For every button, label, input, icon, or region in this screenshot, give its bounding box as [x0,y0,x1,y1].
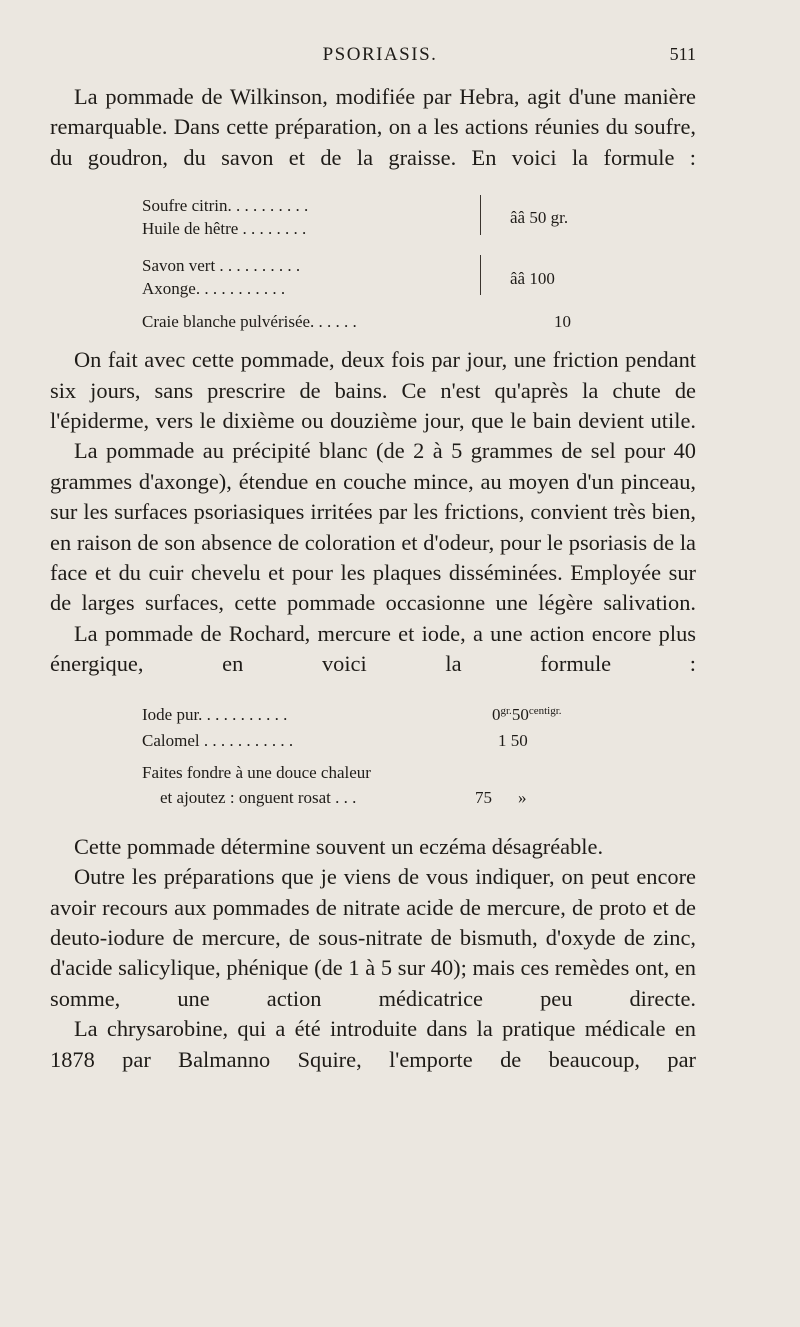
formula-line-craie: Craie blanche pulvérisée. . . . . . [142,312,357,332]
brace-1 [480,195,488,235]
page-number: 511 [669,44,696,64]
brace-2 [480,255,488,295]
paragraph-rochard: La pommade de Rochard, mercure et iode, a une action encore plus énergique, en voici la formule : [50,620,696,677]
paragraph-autres-preparations: Outre les préparations que je viens de vous indiquer, on peut encore avoir recours aux pommades de nitrate acide de mercure, de proto et de deuto-iodure de mercure, de sous-nitrate de bismuth, d'oxyde de zinc, d'acide salicylique, phénique (de 1 à 5 sur 40); mais ces remèdes ont, en somme, une action médicatrice peu directe. [50,864,696,1011]
formula-line-faites-fondre: Faites fondre à une douce chaleur [142,762,371,782]
formula-line-huile: Huile de hêtre . . . . . . . . [142,219,307,239]
running-title: PSORIASIS. [322,44,438,65]
formula-line-calomel: Calomel . . . . . . . . . . . [142,730,294,750]
formula-qty-iode: $0^{gr.}50^{centigr.}$ [492,704,562,724]
formula-line-savon: Savon vert . . . . . . . . . . [142,256,301,276]
formula-qty-aa50: ââ 50 gr. [510,208,569,228]
formula-qty-10: 10 [554,312,571,332]
formula-qty-aa100: ââ 100 [510,269,555,289]
body-text [50,82,696,1075]
formula-qty-calomel: 1 50 [498,730,528,750]
paragraph-wilkinson: La pommade de Wilkinson, modifiée par Hebra, agit d'une manière remarquable. Dans cette préparation, on a les actions réunies du soufre, du goudron, du savon et de la graisse. En voici la formule : [50,84,696,170]
paragraph-precipite-blanc: La pommade au précipité blanc (de 2 à 5 grammes de sel pour 40 grammes d'axonge), étendue en couche mince, au moyen d'un pinceau, sur les surfaces psoriasiques irritées par les frictions, convient très bien, en raison de son absence de coloration et d'odeur, pour le psoriasis de la face et du cuir chevelu et pour les plaques disséminées. Employée sur de larges surfaces, cette pommade occasionne une légère salivation. [50,438,696,616]
formula-rochard [50,680,696,832]
page-header [0,44,800,72]
formula-qty-75-unit: » [518,787,527,807]
paragraph-friction: On fait avec cette pommade, deux fois par jour, une friction pendant six jours, sans prescrire de bains. Ce n'est qu'après la chute de l'épiderme, vers le dixième ou douzième jour, que le bain devient utile. [50,347,696,434]
formula-line-axonge: Axonge. . . . . . . . . . . [142,279,286,299]
formula-wilkinson [50,173,696,345]
formula-line-onguent: et ajoutez : onguent rosat . . . [160,787,357,807]
paragraph-chrysarobine: La chrysarobine, qui a été introduite dans la pratique médicale en 1878 par Balmanno Squire, l'emporte de beaucoup, par [50,1016,696,1072]
formula-line-soufre: Soufre citrin. . . . . . . . . . [142,196,309,216]
formula-qty-75: 75 [475,787,492,807]
paragraph-eczema: Cette pommade détermine souvent un eczéma désagréable. [74,833,604,859]
formula-line-iode: Iode pur. . . . . . . . . . . [142,704,288,724]
